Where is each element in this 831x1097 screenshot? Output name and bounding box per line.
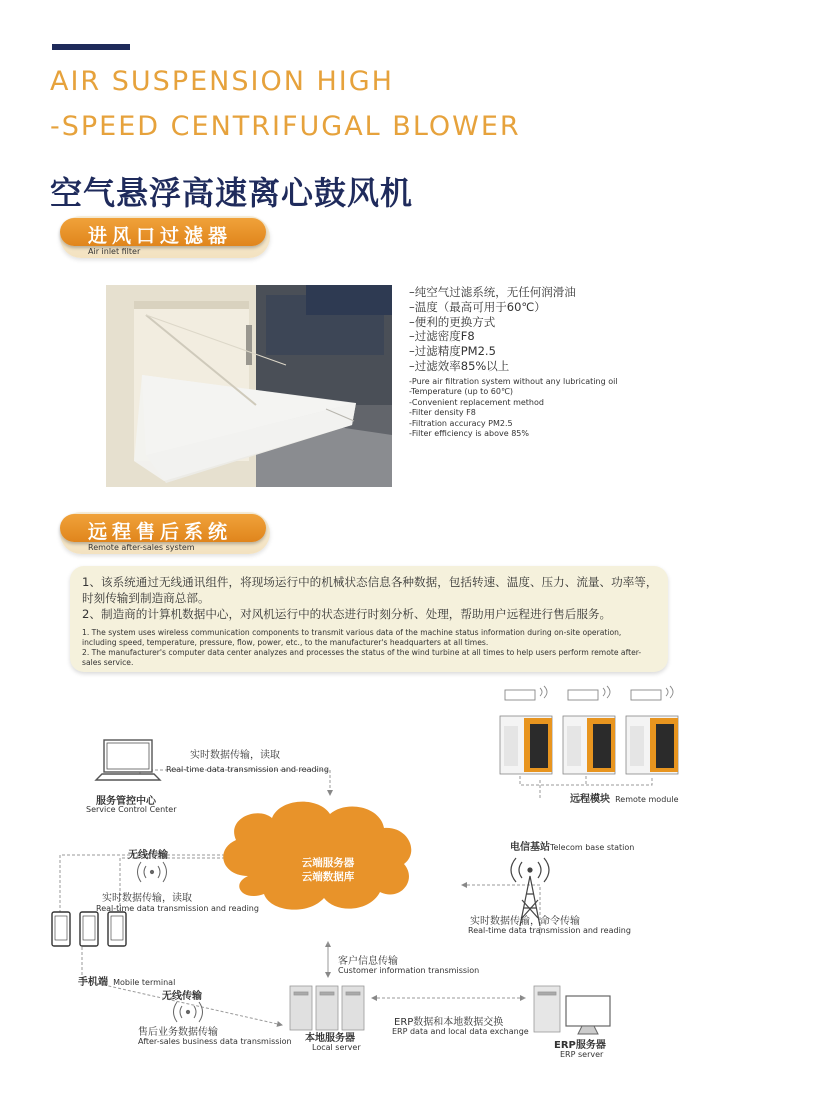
feature-en-3: -Convenient replacement method bbox=[409, 397, 544, 407]
description-en-1: 1. The system uses wireless communication components to transmit various data of the machine status information during on-site operation, including speed, temperature, pressure, flow, power, etc., to the manufacturer's headquarters at all times. bbox=[82, 628, 622, 647]
feature-en-2: -Temperature (up to 60℃) bbox=[409, 387, 514, 397]
cloud-line-2: 云端数据库 bbox=[301, 871, 355, 883]
label-remote-module bbox=[570, 787, 678, 806]
realtime-mid-cn: 实时数据传输，读取 bbox=[102, 893, 192, 904]
router-icons bbox=[505, 686, 673, 700]
aftersales-en: After-sales business data transmission bbox=[138, 1037, 292, 1046]
realtime-top-en: Real-time data transmission and reading bbox=[166, 765, 329, 774]
feature-cn-2: –温度（最高可用于60℃） bbox=[409, 299, 546, 314]
title-english-line-1: AIR SUSPENSION HIGH bbox=[50, 66, 394, 97]
description-cn-2: 2、制造商的计算机数据中心，对风机运行中的状态进行时刻分析、处理，帮助用户远程进行售后服务。 bbox=[82, 607, 612, 621]
erp-exchange-en: ERP data and local data exchange bbox=[392, 1027, 529, 1036]
wireless-2-cn: 无线传输 bbox=[162, 991, 202, 1002]
feature-cn-3: –便利的更换方式 bbox=[409, 314, 496, 329]
feature-cn-4: –过滤密度F8 bbox=[409, 329, 475, 344]
section-title-cn: 远程售后系统 bbox=[88, 521, 233, 543]
feature-cn-5: –过滤精度PM2.5 bbox=[409, 344, 496, 359]
feature-en-6: -Filter efficiency is above 85% bbox=[409, 429, 529, 439]
aftersales-cn: 售后业务数据传输 bbox=[138, 1027, 218, 1038]
local-server-cn: 本地服务器 bbox=[305, 1033, 355, 1044]
section-badge-air-inlet-filter bbox=[60, 216, 270, 258]
label-telecom bbox=[510, 835, 634, 854]
cloud-line-1: 云端服务器 bbox=[301, 857, 355, 869]
section-badge-remote-after-sales bbox=[60, 512, 270, 554]
label-customer-info-en bbox=[338, 966, 479, 975]
local-server-icon bbox=[290, 986, 364, 1030]
remote-module-machines bbox=[500, 716, 678, 774]
label-mobile bbox=[78, 970, 175, 989]
mobile-cn: 手机端 bbox=[78, 977, 108, 988]
title-chinese: 空气悬浮高速离心鼓风机 bbox=[50, 174, 414, 212]
label-realtime-top bbox=[190, 746, 280, 761]
remote-module-cn: 远程模块 bbox=[570, 794, 610, 805]
remote-module-en: Remote module bbox=[615, 795, 679, 804]
erp-server-en: ERP server bbox=[560, 1050, 604, 1059]
mobile-phone-icons bbox=[52, 912, 126, 946]
service-center-cn: 服务管控中心 bbox=[96, 796, 156, 807]
label-realtime-top-en bbox=[166, 765, 329, 774]
cloud-server-label bbox=[272, 856, 384, 884]
label-local-server-en bbox=[312, 1043, 361, 1052]
laptop-icon bbox=[96, 740, 160, 780]
label-customer-info bbox=[338, 952, 398, 967]
label-realtime-cmd bbox=[470, 912, 580, 927]
telecom-en: Telecom base station bbox=[550, 843, 635, 852]
realtime-cmd-en: Real-time data transmission and reading bbox=[468, 926, 631, 935]
label-realtime-cmd-en bbox=[468, 926, 631, 935]
feature-en-1: -Pure air filtration system without any lubricating oil bbox=[409, 376, 618, 386]
label-wireless-2 bbox=[162, 987, 202, 1002]
realtime-top-cn: 实时数据传输，读取 bbox=[190, 750, 280, 761]
erp-exchange-cn: ERP数据和本地数据交换 bbox=[394, 1017, 504, 1028]
section-title-en: Remote after-sales system bbox=[88, 543, 195, 552]
customer-info-en: Customer information transmission bbox=[338, 966, 480, 975]
label-aftersales bbox=[138, 1023, 218, 1038]
realtime-cmd-cn: 实时数据传输，命令传输 bbox=[470, 916, 580, 927]
label-realtime-mid-en bbox=[96, 904, 259, 913]
label-erp-exchange-en bbox=[392, 1027, 529, 1036]
erp-server-icon bbox=[534, 986, 610, 1034]
description-cn-1: 1、该系统通过无线通讯组件，将现场运行中的机械状态信息各种数据，包括转速、温度、压力、流量、功率等，时刻传输到制造商总部。 bbox=[82, 575, 658, 605]
label-erp-exchange bbox=[394, 1013, 503, 1028]
top-accent-bar bbox=[52, 44, 130, 50]
service-center-en: Service Control Center bbox=[86, 805, 177, 814]
telecom-cn: 电信基站 bbox=[510, 842, 550, 853]
label-erp-server bbox=[554, 1036, 606, 1051]
customer-info-cn: 客户信息传输 bbox=[338, 956, 398, 967]
description-en-2: 2. The manufacturer's computer data center analyzes and processes the status of the wind turbine at all times to help users perform remote after-sales service. bbox=[82, 648, 642, 667]
label-wireless-1 bbox=[128, 846, 168, 861]
remote-system-description bbox=[70, 566, 668, 672]
section-title-en: Air inlet filter bbox=[88, 247, 141, 256]
label-local-server bbox=[305, 1029, 355, 1044]
title-english-line-2: -SPEED CENTRIFUGAL BLOWER bbox=[50, 111, 521, 142]
label-erp-server-en bbox=[560, 1050, 603, 1059]
air-filter-photo bbox=[106, 285, 392, 487]
feature-cn-1: –纯空气过滤系统，无任何润滑油 bbox=[409, 285, 576, 299]
label-aftersales-en bbox=[138, 1037, 292, 1046]
realtime-mid-en: Real-time data transmission and reading bbox=[96, 904, 259, 913]
feature-en-4: -Filter density F8 bbox=[409, 408, 476, 418]
label-realtime-mid bbox=[102, 889, 192, 904]
mobile-en: Mobile terminal bbox=[113, 978, 176, 987]
section-title-cn: 进风口过滤器 bbox=[88, 225, 233, 247]
local-server-en: Local server bbox=[312, 1043, 361, 1052]
feature-cn-6: –过滤效率85%以上 bbox=[409, 358, 510, 373]
erp-server-cn: ERP服务器 bbox=[554, 1040, 606, 1051]
filter-features bbox=[409, 285, 618, 440]
label-service-center-en bbox=[86, 805, 177, 814]
feature-en-5: -Filtration accuracy PM2.5 bbox=[409, 418, 513, 428]
wireless-1-cn: 无线传输 bbox=[128, 850, 168, 861]
